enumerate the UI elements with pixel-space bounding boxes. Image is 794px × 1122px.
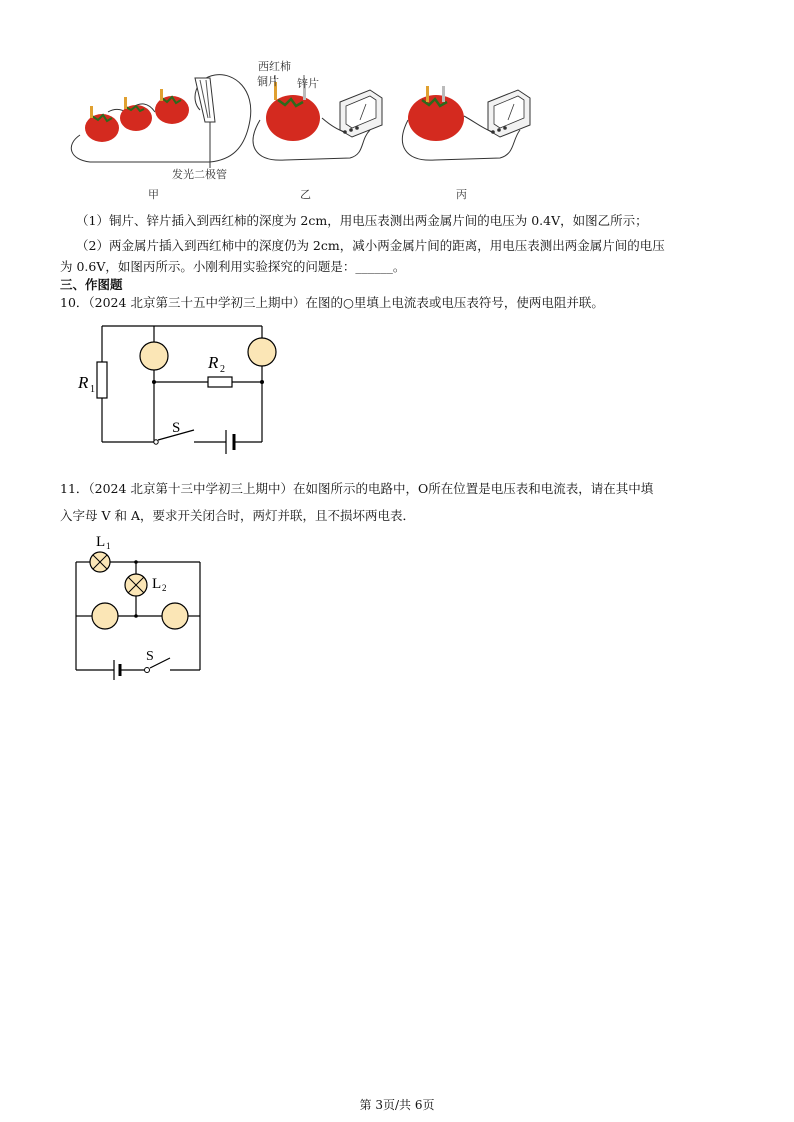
- switch-label: S: [146, 649, 154, 664]
- q9-part2-line1: （2）两金属片插入到西红柿中的深度仍为 2cm，减小两金属片间的距离，用电压表测出两金属片间的电压: [76, 238, 665, 253]
- switch-label: S: [172, 420, 181, 436]
- page-footer: 第 3页/共 6页: [359, 1098, 435, 1112]
- voltmeter-icon: [488, 90, 530, 137]
- caption-jia: 甲: [148, 188, 159, 201]
- section-title: 三、作图题: [60, 277, 123, 292]
- l1-label: L: [96, 534, 106, 550]
- caption-bing: 丙: [456, 188, 467, 201]
- switch-contact: [154, 440, 158, 444]
- junction-dot: [152, 380, 156, 384]
- q9-part1: （1）铜片、锌片插入到西红柿的深度为 2cm，用电压表测出两金属片间的电压为 0.4V，如图乙所示；: [76, 213, 648, 228]
- label-zinc: 锌片: [297, 77, 319, 90]
- junction-dot: [134, 614, 138, 618]
- meter-slot-left[interactable]: [92, 603, 118, 629]
- resistor-r2: [208, 377, 232, 387]
- resistor-r1: [97, 362, 107, 398]
- label-led: 发光二极管: [172, 168, 227, 181]
- r1-label: R: [78, 373, 89, 392]
- l2-sub: 2: [162, 583, 167, 593]
- q11-line1: 11．（2024 北京第十三中学初三上期中）在如图所示的电路中，O所在位置是电压表和电流表，请在其中填: [60, 481, 654, 496]
- q10-circuit: [70, 318, 290, 468]
- label-copper: 铜片: [257, 75, 279, 88]
- figure-bing: [402, 86, 530, 160]
- figure-jia: [71, 75, 250, 168]
- voltmeter-icon: [340, 90, 382, 137]
- l2-label: L: [152, 576, 162, 592]
- caption-yi: 乙: [300, 188, 311, 201]
- l1-sub: 1: [106, 541, 111, 551]
- zinc-plate: [442, 86, 445, 102]
- switch-contact: [145, 668, 150, 673]
- junction-dot: [134, 560, 138, 564]
- meter-slot-right[interactable]: [248, 338, 276, 366]
- lamp-l1-icon: [90, 552, 110, 572]
- led-icon: [195, 78, 215, 168]
- label-tomato: 西红柿: [258, 60, 291, 73]
- r2-sub: 2: [220, 364, 225, 375]
- lamp-l2-icon: [125, 574, 147, 596]
- meter-slot-left[interactable]: [140, 342, 168, 370]
- r2-label: R: [208, 353, 219, 372]
- q11-line2: 入字母 V 和 A，要求开关闭合时，两灯并联，且不损坏两电表．: [60, 508, 415, 523]
- q10-text: 10．（2024 北京第三十五中学初三上期中）在图的○里填上电流表或电压表符号，使两电阻并联。: [60, 295, 604, 310]
- copper-plate: [426, 86, 429, 102]
- tomato-battery-figure: [60, 50, 560, 200]
- tomato: [85, 114, 119, 142]
- meter-slot-right[interactable]: [162, 603, 188, 629]
- junction-dot: [260, 380, 264, 384]
- q9-part2-line2: 为 0.6V，如图丙所示。小刚利用实验探究的问题是：______。: [60, 259, 406, 274]
- r1-sub: 1: [90, 384, 95, 395]
- q11-circuit: [66, 530, 216, 680]
